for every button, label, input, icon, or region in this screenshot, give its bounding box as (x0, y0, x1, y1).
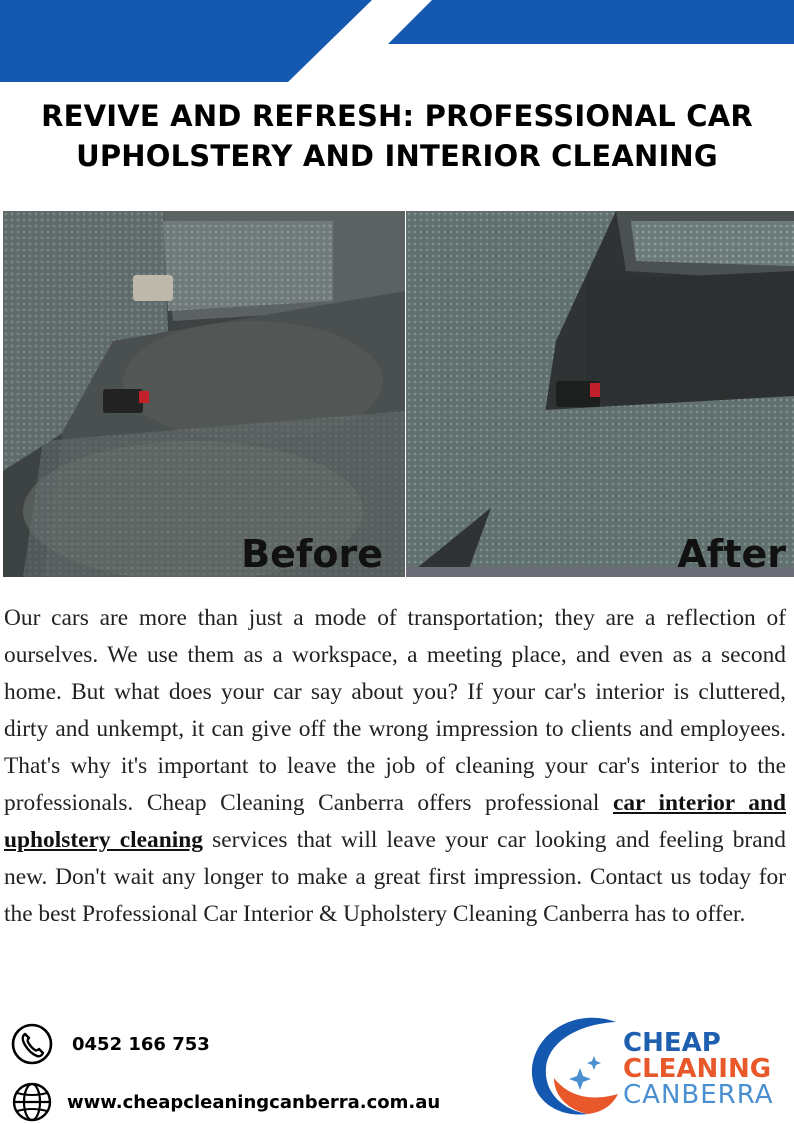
globe-icon (10, 1080, 54, 1124)
title-line-1: REVIVE AND REFRESH: PROFESSIONAL CAR (41, 99, 753, 133)
phone-icon (10, 1022, 54, 1066)
logo-wordmark (623, 1030, 774, 1108)
after-photo (406, 211, 794, 577)
body-text-intro: Our cars are more than just a mode of transportation; they are a reflection of ourselves. We use them as a workspace, a meeting place, and even as a second home. But what does your car say about you? If your car's interior is cluttered, dirty and unkempt, it can give off the wrong impression to clients and employees. That's why it's important to leave the job of cleaning your car's interior to the professionals. Cheap Cleaning Canberra offers professional (4, 605, 786, 816)
company-logo (528, 1010, 790, 1120)
before-photo (3, 211, 405, 577)
logo-line-3: CANBERRA (623, 1080, 774, 1110)
logo-swoosh-icon (528, 1010, 628, 1120)
body-paragraph (4, 600, 786, 933)
phone-contact (10, 1022, 210, 1066)
top-banner (0, 0, 794, 86)
phone-number[interactable]: 0452 166 753 (72, 1033, 210, 1055)
logo-line-2: CLEANING (623, 1054, 772, 1084)
title-line-2: UPHOLSTERY AND INTERIOR CLEANING (76, 139, 718, 173)
after-label: After (677, 532, 786, 576)
before-label: Before (241, 532, 383, 576)
logo-line-1: CHEAP (623, 1028, 721, 1058)
before-seat-image (3, 211, 405, 577)
website-contact (10, 1080, 440, 1124)
website-url[interactable]: www.cheapcleaningcanberra.com.au (67, 1091, 441, 1113)
after-seat-image (406, 211, 794, 577)
service-link[interactable]: car interior and upholstery cleaning (4, 790, 786, 853)
body-text-outro: services that will leave your car looking and feeling brand new. Don't wait any longer to make a great first impression. Contact us today for the best Professional Car Interior & Upholstery Cleaning Canberra has to offer. (4, 827, 786, 927)
page-title (0, 96, 794, 176)
